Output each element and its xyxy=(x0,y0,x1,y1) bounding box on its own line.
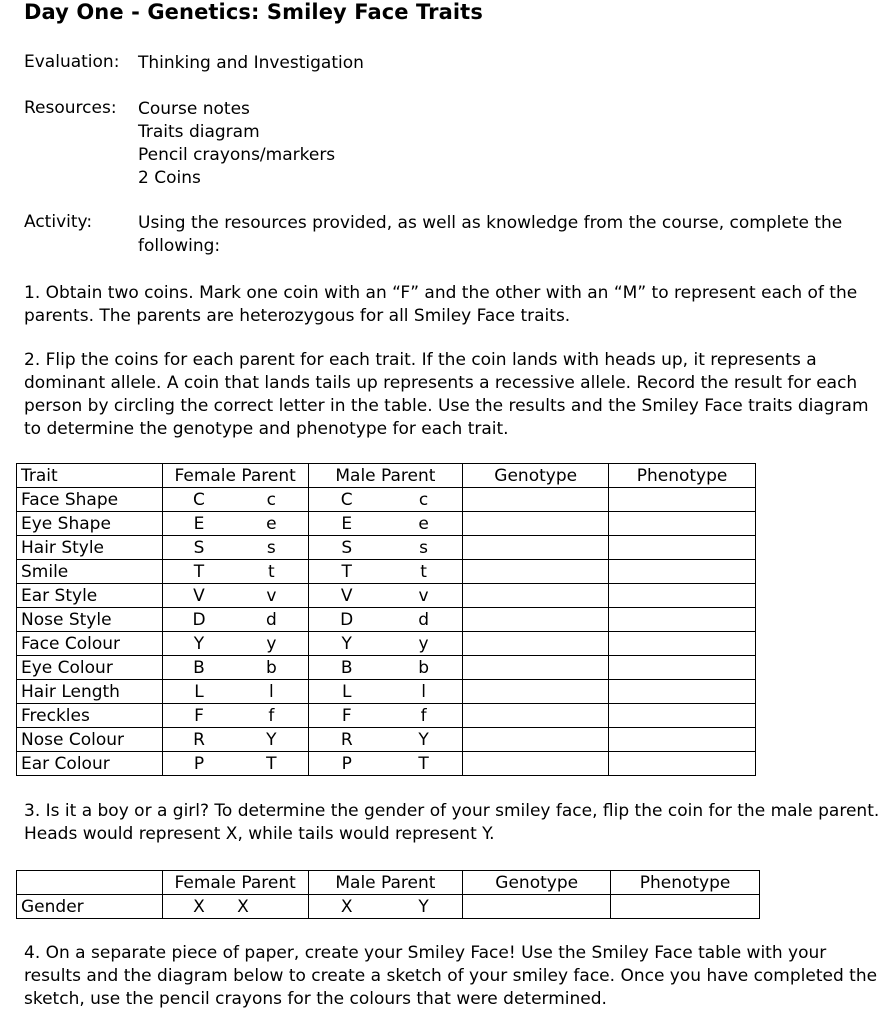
header-genotype: Genotype xyxy=(463,871,611,895)
genotype-cell[interactable] xyxy=(463,656,609,680)
header-blank xyxy=(17,871,163,895)
genotype-cell[interactable] xyxy=(463,488,609,512)
activity-text xyxy=(138,212,842,258)
table-row xyxy=(17,728,756,752)
female-allele-2[interactable]: Y xyxy=(235,728,308,752)
trait-name: Smile xyxy=(17,560,163,584)
female-allele-2[interactable]: T xyxy=(235,752,308,776)
trait-name: Ear Colour xyxy=(17,752,163,776)
trait-name: Nose Style xyxy=(17,608,163,632)
female-allele-2[interactable]: b xyxy=(235,656,308,680)
male-allele-1[interactable]: P xyxy=(308,752,385,776)
female-allele-1[interactable]: T xyxy=(162,560,235,584)
phenotype-cell[interactable] xyxy=(609,584,756,608)
male-allele-2[interactable]: Y xyxy=(385,895,463,919)
trait-name: Hair Length xyxy=(17,680,163,704)
gender-label: Gender xyxy=(17,895,163,919)
male-allele-2[interactable]: d xyxy=(385,608,463,632)
female-allele-1[interactable]: F xyxy=(162,704,235,728)
step-4: 4. On a separate piece of paper, create your Smiley Face! Use the Smiley Face table with your results and the diagram below to create a sketch of your smiley face. Once you have completed the sketch, use the pencil crayons for the colours that were determined. xyxy=(24,943,878,1009)
female-allele-2[interactable]: d xyxy=(235,608,308,632)
activity-label: Activity: xyxy=(24,212,93,232)
trait-name: Hair Style xyxy=(17,536,163,560)
male-allele-2[interactable]: s xyxy=(385,536,463,560)
header-genotype: Genotype xyxy=(463,464,609,488)
phenotype-cell[interactable] xyxy=(609,704,756,728)
trait-name: Freckles xyxy=(17,704,163,728)
male-allele-1[interactable]: S xyxy=(308,536,385,560)
phenotype-cell[interactable] xyxy=(609,680,756,704)
female-allele-2[interactable]: X xyxy=(235,895,308,919)
genotype-cell[interactable] xyxy=(463,536,609,560)
traits-table xyxy=(16,463,756,776)
resource-item: Traits diagram xyxy=(138,122,260,142)
genotype-cell[interactable] xyxy=(463,560,609,584)
genotype-cell[interactable] xyxy=(463,728,609,752)
male-allele-1[interactable]: E xyxy=(308,512,385,536)
male-allele-2[interactable]: l xyxy=(385,680,463,704)
phenotype-cell[interactable] xyxy=(609,632,756,656)
table-row xyxy=(17,656,756,680)
male-allele-2[interactable]: Y xyxy=(385,728,463,752)
female-allele-2[interactable]: t xyxy=(235,560,308,584)
table-row xyxy=(17,512,756,536)
genotype-cell[interactable] xyxy=(463,584,609,608)
phenotype-cell[interactable] xyxy=(609,512,756,536)
table-row xyxy=(17,752,756,776)
male-allele-2[interactable]: y xyxy=(385,632,463,656)
header-male-parent: Male Parent xyxy=(308,464,463,488)
trait-name: Eye Shape xyxy=(17,512,163,536)
female-allele-1[interactable]: D xyxy=(162,608,235,632)
male-allele-2[interactable]: f xyxy=(385,704,463,728)
genotype-cell[interactable] xyxy=(463,704,609,728)
activity-line: following: xyxy=(138,236,221,256)
resources-label: Resources: xyxy=(24,98,117,118)
table-header-row xyxy=(17,871,760,895)
step-3: 3. Is it a boy or a girl? To determine the gender of your smiley face, flip the coin for the male parent. Heads would represent X, while tails would represent Y. xyxy=(24,801,880,844)
step-1: 1. Obtain two coins. Mark one coin with an “F” and the other with an “M” to represent each of the parents. The parents are heterozygous for all Smiley Face traits. xyxy=(24,283,858,326)
female-allele-1[interactable]: V xyxy=(162,584,235,608)
table-row xyxy=(17,560,756,584)
male-allele-1[interactable]: B xyxy=(308,656,385,680)
male-allele-1[interactable]: T xyxy=(308,560,385,584)
table-row xyxy=(17,584,756,608)
header-male-parent: Male Parent xyxy=(308,871,463,895)
evaluation-value: Thinking and Investigation xyxy=(138,53,364,73)
resource-item: 2 Coins xyxy=(138,168,201,188)
genotype-cell[interactable] xyxy=(463,632,609,656)
female-allele-1[interactable]: S xyxy=(162,536,235,560)
phenotype-cell[interactable] xyxy=(609,728,756,752)
male-allele-1[interactable]: L xyxy=(308,680,385,704)
phenotype-cell[interactable] xyxy=(609,560,756,584)
male-allele-1[interactable]: Y xyxy=(308,632,385,656)
female-allele-2[interactable]: e xyxy=(235,512,308,536)
step-2: 2. Flip the coins for each parent for each trait. If the coin lands with heads up, it represents a dominant allele. A coin that lands tails up represents a recessive allele. Record the result for each person by circling the correct letter in the table. Use the results and the Smiley Face traits diagram to determine the genotype and phenotype for each trait. xyxy=(24,350,869,439)
genotype-cell[interactable] xyxy=(463,512,609,536)
male-allele-1[interactable]: F xyxy=(308,704,385,728)
phenotype-cell[interactable] xyxy=(609,536,756,560)
table-row xyxy=(17,632,756,656)
header-female-parent: Female Parent xyxy=(162,464,308,488)
activity-line: Using the resources provided, as well as knowledge from the course, complete the xyxy=(138,213,843,233)
female-allele-2[interactable]: s xyxy=(235,536,308,560)
page-title: Day One - Genetics: Smiley Face Traits xyxy=(24,0,483,24)
genotype-cell[interactable] xyxy=(463,895,611,919)
female-allele-1[interactable]: Y xyxy=(162,632,235,656)
header-phenotype: Phenotype xyxy=(611,871,760,895)
female-allele-1[interactable]: R xyxy=(162,728,235,752)
phenotype-cell[interactable] xyxy=(609,656,756,680)
female-allele-1[interactable]: E xyxy=(162,512,235,536)
male-allele-1[interactable]: X xyxy=(308,895,385,919)
phenotype-cell[interactable] xyxy=(609,608,756,632)
female-allele-1[interactable]: C xyxy=(162,488,235,512)
genotype-cell[interactable] xyxy=(463,608,609,632)
trait-name: Eye Colour xyxy=(17,656,163,680)
female-allele-1[interactable]: X xyxy=(162,895,235,919)
male-allele-2[interactable]: t xyxy=(385,560,463,584)
female-allele-2[interactable]: c xyxy=(235,488,308,512)
male-allele-2[interactable]: T xyxy=(385,752,463,776)
phenotype-cell[interactable] xyxy=(609,752,756,776)
male-allele-2[interactable]: b xyxy=(385,656,463,680)
phenotype-cell[interactable] xyxy=(611,895,760,919)
gender-table xyxy=(16,870,760,919)
table-row xyxy=(17,680,756,704)
header-phenotype: Phenotype xyxy=(609,464,756,488)
resources-list xyxy=(138,98,335,190)
male-allele-2[interactable]: e xyxy=(385,512,463,536)
trait-name: Ear Style xyxy=(17,584,163,608)
trait-name: Face Shape xyxy=(17,488,163,512)
genotype-cell[interactable] xyxy=(463,752,609,776)
resource-item: Pencil crayons/markers xyxy=(138,145,336,165)
male-allele-1[interactable]: R xyxy=(308,728,385,752)
trait-name: Face Colour xyxy=(17,632,163,656)
male-allele-1[interactable]: D xyxy=(308,608,385,632)
phenotype-cell[interactable] xyxy=(609,488,756,512)
evaluation-label: Evaluation: xyxy=(24,52,120,72)
female-allele-1[interactable]: P xyxy=(162,752,235,776)
female-allele-2[interactable]: f xyxy=(235,704,308,728)
table-row xyxy=(17,488,756,512)
trait-name: Nose Colour xyxy=(17,728,163,752)
female-allele-2[interactable]: y xyxy=(235,632,308,656)
male-allele-1[interactable]: V xyxy=(308,584,385,608)
female-allele-2[interactable]: v xyxy=(235,584,308,608)
resource-item: Course notes xyxy=(138,99,250,119)
female-allele-2[interactable]: l xyxy=(235,680,308,704)
table-row xyxy=(17,704,756,728)
male-allele-2[interactable]: c xyxy=(385,488,463,512)
table-row xyxy=(17,536,756,560)
male-allele-2[interactable]: v xyxy=(385,584,463,608)
female-allele-1[interactable]: L xyxy=(162,680,235,704)
table-header-row xyxy=(17,464,756,488)
header-trait: Trait xyxy=(17,464,163,488)
table-row xyxy=(17,608,756,632)
header-female-parent: Female Parent xyxy=(162,871,308,895)
female-allele-1[interactable]: B xyxy=(162,656,235,680)
table-row xyxy=(17,895,760,919)
male-allele-1[interactable]: C xyxy=(308,488,385,512)
genotype-cell[interactable] xyxy=(463,680,609,704)
